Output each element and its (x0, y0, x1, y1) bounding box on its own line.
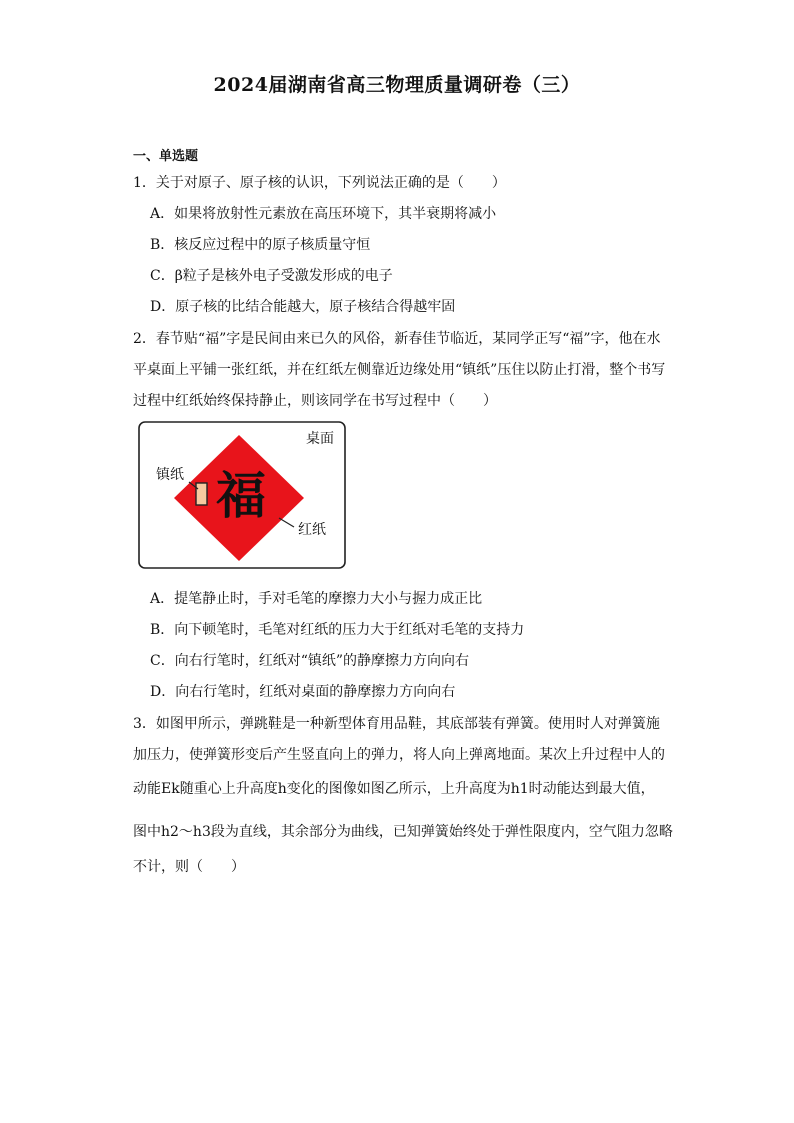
question-3-line-3: 动能Ek随重心上升高度h变化的图像如图乙所示，上升高度为h1时动能达到最大值， (133, 781, 655, 797)
q2-option-d: D．向右行笔时，红纸对桌面的静摩擦力方向向右 (150, 684, 456, 700)
q1-option-d: D．原子核的比结合能越大，原子核结合得越牢固 (150, 299, 456, 315)
red-paper-label: 红纸 (298, 522, 326, 538)
q2-option-a: A．提笔静止时，手对毛笔的摩擦力大小与握力成正比 (150, 591, 483, 607)
desk-label: 桌面 (306, 431, 334, 447)
question-3-line-2: 加压力，使弹簧形变后产生竖直向上的弹力，将人向上弹离地面。某次上升过程中人的 (133, 747, 665, 763)
q1-option-c: C．β粒子是核外电子受激发形成的电子 (150, 268, 393, 284)
fu-character: 福 (216, 466, 266, 525)
page-title: 2024届湖南省高三物理质量调研卷（三） (213, 74, 581, 96)
q2-option-b: B．向下顿笔时，毛笔对红纸的压力大于红纸对毛笔的支持力 (150, 622, 525, 638)
q1-option-b: B．核反应过程中的原子核质量守恒 (150, 237, 371, 253)
red-paper-leader-line (279, 518, 294, 527)
question-3-line-4: 图中h2～h3段为直线，其余部分为曲线，已知弹簧始终处于弹性限度内，空气阻力忽略 (133, 824, 673, 840)
paperweight (196, 483, 207, 505)
section-heading: 一、单选题 (133, 149, 199, 164)
question-2-stem-line-1: 2．春节贴“福”字是民间由来已久的风俗，新春佳节临近，某同学正写“福”字，他在水 (133, 331, 661, 347)
q2-option-c: C．向右行笔时，红纸对“镇纸”的静摩擦力方向向右 (150, 653, 470, 669)
paperweight-label: 镇纸 (156, 467, 184, 483)
question-3-line-1: 3．如图甲所示，弹跳鞋是一种新型体育用品鞋，其底部装有弹簧。使用时人对弹簧施 (133, 716, 660, 732)
question-1-stem: 1．关于对原子、原子核的认识，下列说法正确的是（ ） (133, 175, 506, 191)
fu-paper-figure (138, 421, 346, 569)
question-2-stem-line-2: 平桌面上平铺一张红纸，并在红纸左侧靠近边缘处用“镇纸”压住以防止打滑，整个书写 (133, 362, 666, 378)
question-2-stem-line-3: 过程中红纸始终保持静止，则该同学在书写过程中（ ） (133, 393, 497, 409)
question-3-line-5: 不计，则（ ） (133, 859, 245, 875)
q1-option-a: A．如果将放射性元素放在高压环境下，其半衰期将减小 (150, 206, 497, 222)
